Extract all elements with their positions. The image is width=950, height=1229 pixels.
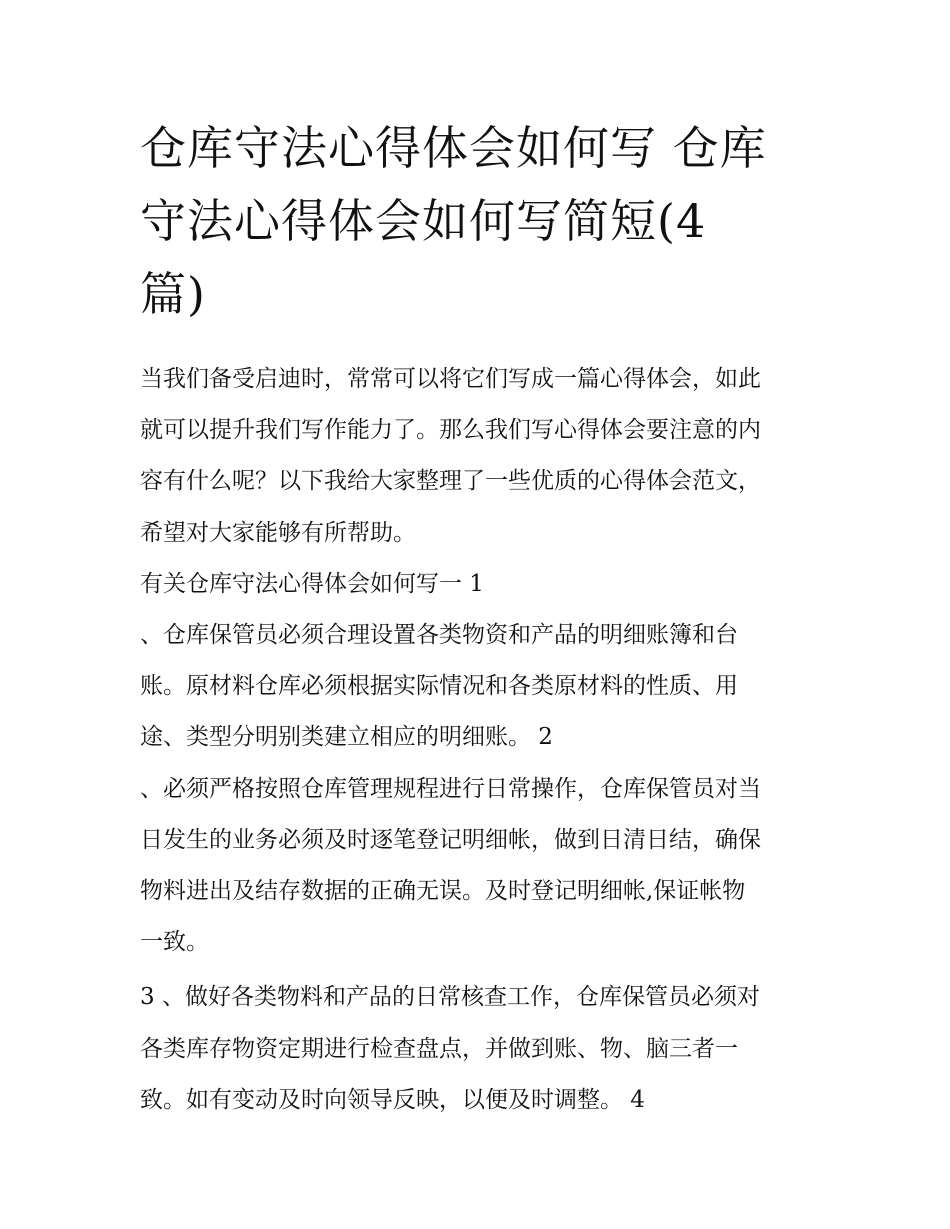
document-title — [140, 112, 815, 331]
text-line: 各类库存物资定期进行检查盘点，并做到账、物、脑三者一 — [140, 1035, 738, 1062]
text-line: 、仓库保管员必须合理设置各类物资和产品的明细账簿和台 — [140, 622, 738, 649]
text-line: 日发生的业务必须及时逐笔登记明细帐，做到日清日结，确保 — [140, 826, 761, 853]
text-line: 容有什么呢？以下我给大家整理了一些优质的心得体会范文， — [140, 468, 761, 495]
spacer — [140, 331, 815, 354]
text-line: 途、类型分明别类建立相应的明细账。 2 — [140, 724, 553, 751]
item-3-paragraph — [140, 972, 815, 1126]
text-line: 希望对大家能够有所帮助。 — [140, 519, 416, 546]
item-2-paragraph — [140, 764, 815, 969]
text-line: 、必须严格按照仓库管理规程进行日常操作，仓库保管员对当 — [140, 775, 761, 802]
text-line: 就可以提升我们写作能力了。那么我们写心得体会要注意的内 — [140, 417, 761, 444]
text-line: 3 、做好各类物料和产品的日常核查工作，仓库保管员必须对 — [140, 984, 760, 1011]
title-line: 篇) — [140, 267, 206, 321]
text-line: 当我们备受启迪时，常常可以将它们写成一篇心得体会，如此 — [140, 366, 761, 392]
text-line: 致。如有变动及时向领导反映，以便及时调整。 4 — [140, 1086, 645, 1113]
intro-paragraph — [140, 354, 815, 559]
text-line: 一致。 — [140, 929, 209, 956]
item-1-paragraph — [140, 610, 815, 764]
title-line: 仓库守法心得体会如何写 仓库 — [140, 121, 767, 175]
section-heading — [140, 559, 815, 610]
text-line: 物料进出及结存数据的正确无误。及时登记明细帐,保证帐物 — [140, 878, 746, 905]
text-line: 账。原材料仓库必须根据实际情况和各类原材料的性质、用 — [140, 673, 738, 700]
title-line: 守法心得体会如何写简短(4 — [140, 194, 707, 248]
document-body — [140, 112, 815, 1126]
text-line: 有关仓库守法心得体会如何写一 1 — [140, 570, 484, 597]
